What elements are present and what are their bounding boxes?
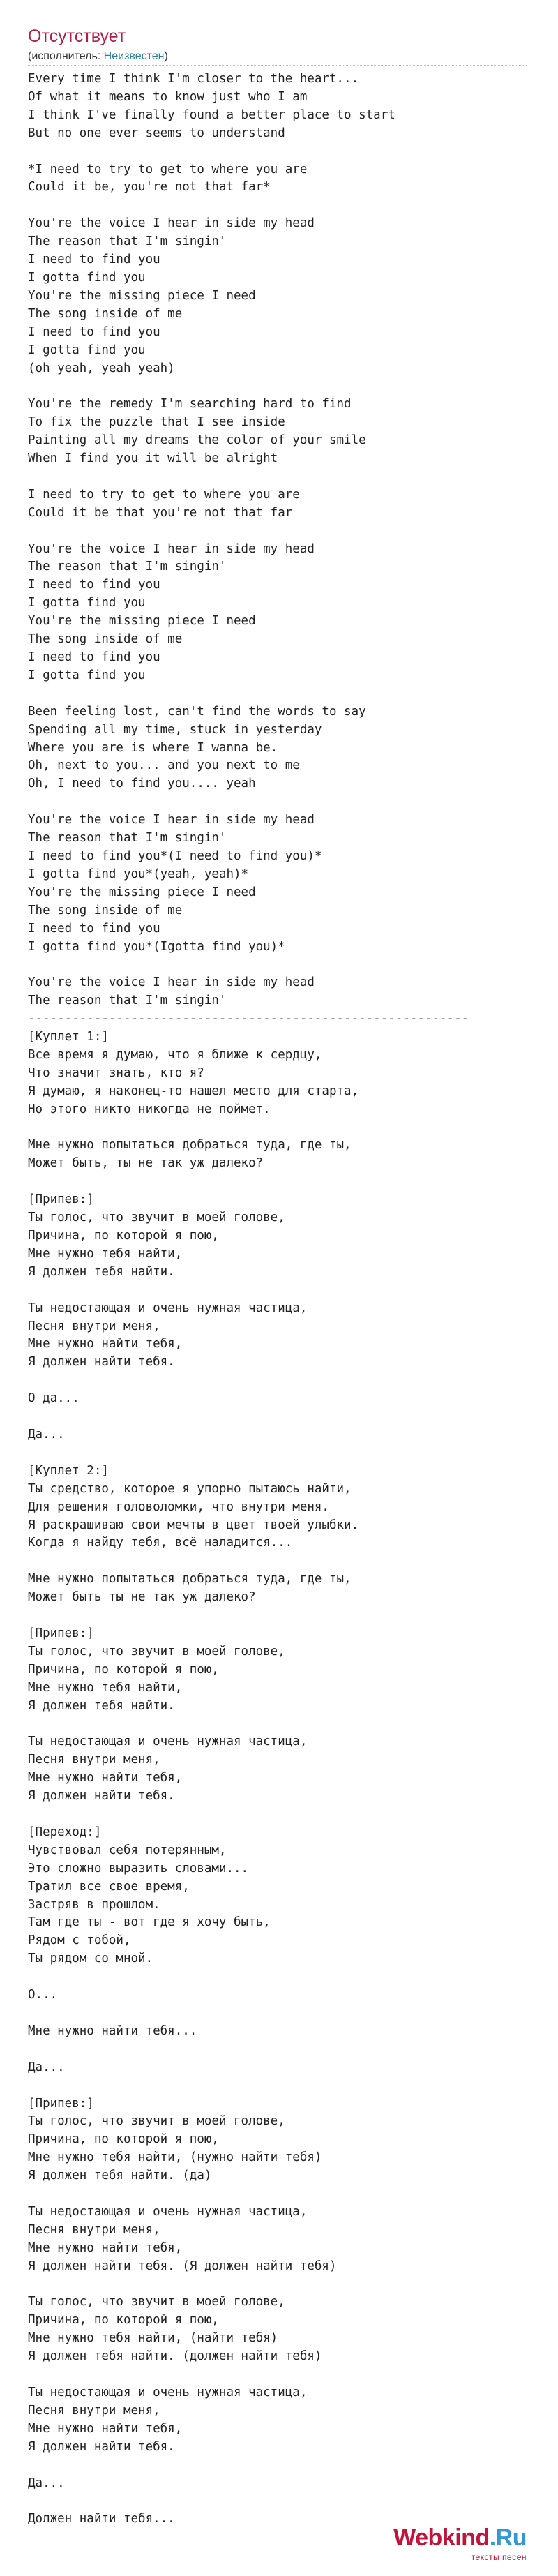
- lyric-line: Мне нужно найти тебя...: [28, 2023, 197, 2038]
- lyric-line: [Куплет 2:]: [28, 1463, 109, 1478]
- lyric-line: [Переход:]: [28, 1825, 102, 1839]
- lyric-line: [Припев:]: [28, 1192, 94, 1207]
- lyric-line: Oh, I need to find you.... yeah: [28, 777, 256, 791]
- lyric-line: Ты голос, что звучит в моей голове,: [28, 2114, 285, 2129]
- lyric-line: I gotta find you: [28, 596, 146, 611]
- lyric-line: О...: [28, 1988, 58, 2002]
- lyric-line: The reason that I'm singin': [28, 234, 227, 249]
- lyric-line: Причина, по которой я пою,: [28, 1662, 219, 1677]
- lyric-line: Чувствовал себя потерянным,: [28, 1843, 227, 1857]
- lyric-line: Could it be that you're not that far: [28, 505, 293, 520]
- lyric-line: You're the missing piece I need: [28, 288, 256, 303]
- lyric-line: [Припев:]: [28, 1626, 94, 1640]
- lyric-line: Ты недостающая и очень нужная частица,: [28, 2204, 308, 2219]
- lyric-line: ------------------------------------------------------------: [28, 1012, 469, 1026]
- lyric-line: Когда я найду тебя, всё наладится...: [28, 1536, 293, 1550]
- lyric-line: Да...: [28, 2476, 65, 2490]
- lyric-line: Причина, по которой я пою,: [28, 2313, 219, 2328]
- lyric-line: Рядом с тобой,: [28, 1933, 131, 1948]
- song-title: Отсутствует: [28, 27, 126, 46]
- lyric-line: Песня внутри меня,: [28, 2403, 160, 2418]
- lyric-line: Spending all my time, stuck in yesterday: [28, 722, 322, 737]
- lyric-line: Может быть, ты не так уж далеко?: [28, 1156, 264, 1171]
- lyric-line: Ты недостающая и очень нужная частица,: [28, 1735, 308, 1749]
- lyric-line: Причина, по которой я пою,: [28, 2132, 219, 2147]
- lyric-line: Я должен тебя найти.: [28, 1698, 175, 1713]
- lyric-line: [Припев:]: [28, 2096, 94, 2111]
- lyric-line: I think I've finally found a better place to start: [28, 107, 395, 122]
- lyric-line: I gotta find you: [28, 270, 146, 285]
- lyric-line: Where you are is where I wanna be.: [28, 740, 278, 755]
- logo-tagline: тексты песен: [471, 2552, 527, 2562]
- lyric-line: Мне нужно тебя найти, (найти тебя): [28, 2331, 278, 2346]
- lyric-line: Мне нужно найти тебя,: [28, 1337, 183, 1351]
- lyric-line: Но этого никто никогда не поймет.: [28, 1102, 271, 1116]
- lyric-line: Для решения головоломки, что внутри меня.: [28, 1499, 329, 1514]
- lyric-line: Could it be, you're not that far*: [28, 180, 271, 195]
- lyric-line: Должен найти тебя...: [28, 2512, 175, 2526]
- lyric-line: *I need to try to get to where you are: [28, 162, 308, 177]
- artist-line: [28, 50, 168, 63]
- lyric-line: Ты средство, которое я упорно пытаюсь найти,: [28, 1481, 352, 1496]
- artist-link[interactable]: Неизвестен: [103, 50, 165, 62]
- lyric-line: Это сложно выразить словами...: [28, 1861, 249, 1875]
- lyric-line: Тратил все свое время,: [28, 1879, 190, 1894]
- lyric-line: I gotta find you*(yeah, yeah)*: [28, 867, 249, 881]
- lyric-line: Мне нужно найти тебя,: [28, 2240, 183, 2255]
- lyric-line: The reason that I'm singin': [28, 994, 227, 1008]
- lyric-line: Песня внутри меня,: [28, 2222, 160, 2237]
- lyric-line: You're the missing piece I need: [28, 885, 256, 899]
- lyric-line: You're the missing piece I need: [28, 614, 256, 629]
- lyric-line: The reason that I'm singin': [28, 560, 227, 574]
- lyric-line: Я должен найти тебя.: [28, 2439, 175, 2454]
- logo-tld: .Ru: [489, 2524, 527, 2551]
- artist-suffix: ): [164, 50, 168, 62]
- lyric-line: You're the voice I hear in side my head: [28, 541, 315, 556]
- lyric-line: Что значит знать, кто я?: [28, 1065, 204, 1080]
- lyric-line: Мне нужно найти тебя,: [28, 2421, 183, 2436]
- lyric-line: Там где ты - вот где я хочу быть,: [28, 1915, 271, 1930]
- lyric-line: Painting all my dreams the color of your smile: [28, 433, 366, 448]
- lyric-line: Мне нужно найти тебя,: [28, 1771, 183, 1785]
- lyric-line: When I find you it will be alright: [28, 451, 278, 466]
- lyric-line: Мне нужно тебя найти,: [28, 1680, 183, 1695]
- lyric-line: Oh, next to you... and you next to me: [28, 758, 300, 773]
- lyric-line: Every time I think I'm closer to the heart...: [28, 72, 359, 86]
- lyric-line: Да...: [28, 1427, 65, 1441]
- lyric-line: [Куплет 1:]: [28, 1030, 109, 1044]
- lyric-line: О да...: [28, 1391, 80, 1406]
- lyric-line: I need to try to get to where you are: [28, 487, 300, 502]
- lyric-line: The song inside of me: [28, 306, 183, 321]
- lyric-line: Да...: [28, 2060, 65, 2074]
- logo-name: Webkind: [393, 2524, 490, 2551]
- lyrics-text: [28, 70, 530, 2529]
- lyric-line: But no one ever seems to understand: [28, 126, 285, 140]
- lyric-line: Песня внутри меня,: [28, 1319, 160, 1333]
- lyric-line: Я должен тебя найти. (да): [28, 2169, 212, 2183]
- artist-prefix: (исполнитель:: [28, 50, 104, 62]
- lyric-line: Я раскрашиваю свои мечты в цвет твоей улыбки.: [28, 1518, 359, 1532]
- title-divider: [28, 65, 527, 66]
- lyric-line: You're the voice I hear in side my head: [28, 975, 315, 990]
- site-logo[interactable]: [393, 2526, 527, 2562]
- lyric-line: I need to find you: [28, 324, 160, 339]
- lyric-line: You're the remedy I'm searching hard to find: [28, 397, 352, 412]
- lyric-line: Песня внутри меня,: [28, 1753, 160, 1767]
- lyric-line: Been feeling lost, can't find the words to say: [28, 704, 366, 719]
- lyric-line: Причина, по которой я пою,: [28, 1229, 219, 1243]
- lyric-line: The song inside of me: [28, 632, 183, 647]
- lyric-line: The song inside of me: [28, 903, 183, 918]
- lyric-line: I need to find you: [28, 253, 160, 267]
- lyric-line: I gotta find you: [28, 668, 146, 682]
- lyric-line: I need to find you: [28, 650, 160, 664]
- lyric-line: Все время я думаю, что я ближе к сердцу,: [28, 1047, 322, 1062]
- lyric-line: Мне нужно тебя найти,: [28, 1246, 183, 1261]
- lyric-line: Of what it means to know just who I am: [28, 89, 308, 104]
- lyric-line: You're the voice I hear in side my head: [28, 813, 315, 828]
- lyric-line: Ты голос, что звучит в моей голове,: [28, 2295, 285, 2309]
- lyric-line: Ты недостающая и очень нужная частица,: [28, 2386, 308, 2399]
- lyric-line: Ты рядом со мной.: [28, 1952, 153, 1966]
- lyric-line: Я должен найти тебя. (Я должен найти тебя): [28, 2259, 337, 2273]
- lyric-line: I need to find you*(I need to find you)*: [28, 848, 322, 863]
- lyric-line: Ты голос, что звучит в моей голове,: [28, 1644, 285, 1658]
- lyric-line: (oh yeah, yeah yeah): [28, 361, 175, 375]
- lyric-line: Мне нужно попытаться добраться туда, где ты,: [28, 1572, 352, 1587]
- lyric-line: I gotta find you*(Igotta find you)*: [28, 939, 285, 954]
- lyric-line: Застряв в прошлом.: [28, 1897, 160, 1912]
- lyric-line: Мне нужно тебя найти, (нужно найти тебя): [28, 2150, 322, 2165]
- logo-wordmark: [393, 2526, 527, 2549]
- lyric-line: Ты недостающая и очень нужная частица,: [28, 1301, 308, 1315]
- lyric-line: Может быть ты не так уж далеко?: [28, 1590, 256, 1605]
- lyric-line: To fix the puzzle that I see inside: [28, 415, 285, 430]
- lyric-line: Я должен найти тебя.: [28, 1789, 175, 1804]
- lyric-line: Ты голос, что звучит в моей голове,: [28, 1211, 285, 1225]
- lyric-line: Я должен тебя найти.: [28, 1264, 175, 1279]
- lyric-line: You're the voice I hear in side my head: [28, 216, 315, 231]
- lyric-line: Мне нужно попытаться добраться туда, где ты,: [28, 1138, 352, 1153]
- lyric-line: I need to find you: [28, 578, 160, 592]
- lyric-line: I need to find you: [28, 921, 160, 936]
- lyric-line: Я думаю, я наконец-то нашел место для старта,: [28, 1084, 359, 1098]
- lyric-line: Я должен найти тебя.: [28, 1355, 175, 1370]
- lyric-line: Я должен тебя найти. (должен найти тебя): [28, 2349, 322, 2364]
- lyric-line: The reason that I'm singin': [28, 831, 227, 846]
- lyric-line: I gotta find you: [28, 343, 146, 357]
